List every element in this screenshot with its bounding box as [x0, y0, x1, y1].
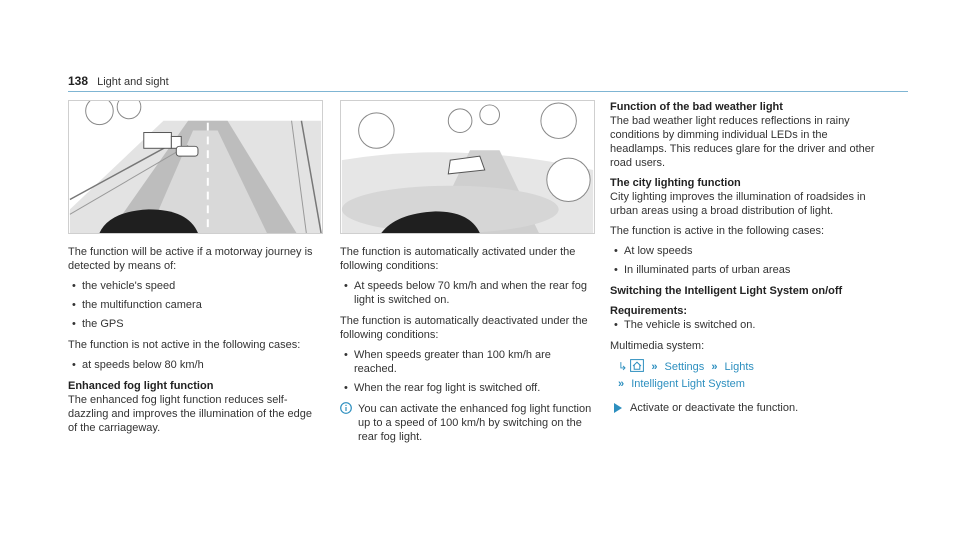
fog-text: The enhanced fog light function reduces self-dazzling and improves the illumination of the edge of the carriageway. — [68, 394, 312, 434]
double-chevron-icon: » — [651, 361, 658, 373]
page-title: Light and sight — [97, 76, 169, 88]
nav-settings: Settings — [664, 361, 705, 373]
nav-lights: Lights — [724, 361, 754, 373]
detect-intro: The function will be active if a motorway journey is detected by means of: — [68, 246, 313, 272]
requirements-list — [610, 318, 880, 332]
multimedia-label: Multimedia system: — [610, 340, 705, 352]
city-heading: The city lighting function — [610, 177, 741, 189]
deactivated-list — [340, 348, 595, 395]
home-icon — [630, 359, 644, 372]
not-active-intro: The function is not active in the following cases: — [68, 339, 301, 351]
list-item: • At low speeds — [610, 244, 880, 258]
fog-light-illustration — [340, 100, 595, 234]
not-active-list — [68, 358, 323, 372]
column-3 — [610, 100, 880, 415]
header-rule — [68, 91, 908, 92]
motorway-illustration — [68, 100, 323, 234]
list-item: • When the rear fog light is switched off. — [340, 381, 595, 395]
fog-heading: Enhanced fog light function — [68, 380, 214, 392]
note — [340, 402, 595, 444]
column-1 — [68, 100, 323, 441]
city-text: City lighting improves the illumination of roadsides in urban areas using a broad distribution of light. — [610, 191, 866, 217]
return-arrow-icon: ↳ — [618, 361, 628, 373]
page-header — [68, 74, 908, 90]
note-text: You can activate the enhanced fog light function up to a speed of 100 km/h by switching on the rear fog light. — [358, 403, 592, 443]
activated-intro: The function is automatically activated under the following conditions: — [340, 246, 576, 272]
bad-weather-heading: Function of the bad weather light — [610, 101, 783, 113]
list-item: • the vehicle's speed — [68, 279, 323, 293]
column-2 — [340, 100, 595, 444]
list-item: • When speeds greater than 100 km/h are reached. — [340, 348, 595, 376]
list-item: • the multifunction camera — [68, 298, 323, 312]
switching-heading: Switching the Intelligent Light System on/off — [610, 285, 843, 297]
deactivated-intro: The function is automatically deactivated under the following conditions: — [340, 315, 588, 341]
double-chevron-icon: » — [711, 361, 718, 373]
action-step — [610, 401, 880, 415]
city-active-list — [610, 244, 880, 277]
nav-path-line-2 — [610, 377, 880, 391]
list-item: • The vehicle is switched on. — [610, 318, 880, 332]
list-item: • at speeds below 80 km/h — [68, 358, 323, 372]
list-item: • the GPS — [68, 317, 323, 331]
action-arrow-icon — [614, 403, 622, 413]
detect-list — [68, 279, 323, 331]
action-text: Activate or deactivate the function. — [630, 402, 799, 414]
page-number: 138 — [68, 74, 89, 88]
nav-intelligent-light-system: Intelligent Light System — [631, 378, 745, 390]
city-active-intro: The function is active in the following cases: — [610, 225, 825, 237]
list-item: • At speeds below 70 km/h and when the rear fog light is switched on. — [340, 279, 595, 307]
activated-list — [340, 279, 595, 307]
double-chevron-icon: » — [618, 378, 625, 390]
nav-path-line-1 — [610, 359, 880, 374]
bad-weather-text: The bad weather light reduces reflections in rainy conditions by dimming individual LEDs in the headlamps. This reduces glare for the driver and other road users. — [610, 115, 875, 169]
list-item: • In illuminated parts of urban areas — [610, 263, 880, 277]
requirements-heading: Requirements: — [610, 305, 688, 317]
info-icon — [340, 402, 352, 414]
